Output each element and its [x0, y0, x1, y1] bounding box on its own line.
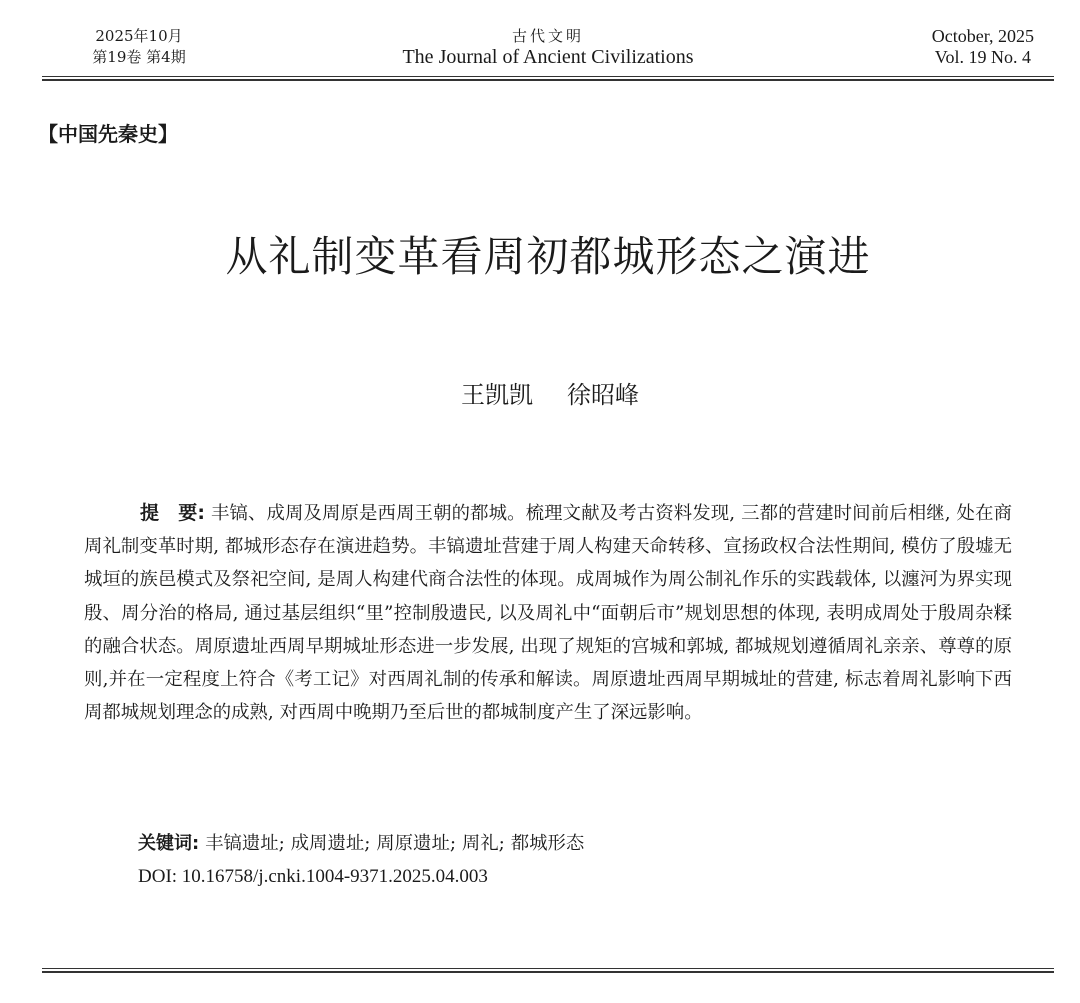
keywords	[138, 829, 584, 859]
author-name: 王凯凯	[461, 381, 533, 409]
header-issue-date-en	[932, 26, 1034, 68]
footer-divider	[42, 968, 1054, 973]
author-name: 徐昭峰	[567, 381, 639, 409]
keywords-text: 丰镐遗址; 成周遗址; 周原遗址; 周礼; 都城形态	[205, 833, 585, 854]
header-date-en: October, 2025	[931, 26, 1034, 46]
header-journal-name	[42, 26, 1054, 68]
doi: DOI: 10.16758/j.cnki.1004-9371.2025.04.003	[138, 866, 488, 887]
section-tag: 【中国先秦史】	[38, 122, 178, 146]
header-divider	[42, 76, 1054, 81]
abstract	[84, 497, 1012, 729]
header-date-cn: 2025年10月	[95, 27, 183, 45]
header-volume-cn: 第19卷 第4期	[92, 48, 186, 66]
keywords-label: 关键词:	[138, 833, 200, 854]
abstract-label: 提 要:	[140, 502, 205, 524]
article-title: 从礼制变革看周初都城形态之演进	[225, 232, 871, 281]
abstract-text: 丰镐、成周及周原是西周王朝的都城。梳理文献及考古资料发现, 三都的营建时间前后相继, 处在商周礼制变革时期, 都城形态存在演进趋势。丰镐遗址营建于周人构建天命转移、宣扬政权合法性期间, 模仿了殷墟无城垣的族邑模式及祭祀空间, 是周人构建代商合法性的体现。成周城作为周公制礼作乐的实践载体, 以瀍河为界实现殷、周分治的格局, 通过基层组织“里”控制殷遗民, 以及周礼中“面朝后市”规划思想的体现, 表明成周处于殷周杂糅的融合状态。周原遗址西周早期城址形态进一步发展, 出现了规矩的宫城和郭城, 都城规划遵循周礼亲亲、尊尊的原则,并在一定程度上符合《考工记》对西周礼制的传承和解读。周原遗址西周早期城址的营建, 标志着周礼影响下西周都城规划理念的成熟, 对西周中晚期乃至后世的都城制度产生了深远影响。	[84, 503, 1012, 724]
author-list	[0, 375, 1080, 410]
journal-name-en: The Journal of Ancient Civilizations	[402, 46, 694, 68]
journal-name-cn: 古代文明	[511, 27, 584, 45]
header-volume-en: Vol. 19 No. 4	[934, 47, 1031, 67]
journal-header	[42, 26, 1054, 78]
